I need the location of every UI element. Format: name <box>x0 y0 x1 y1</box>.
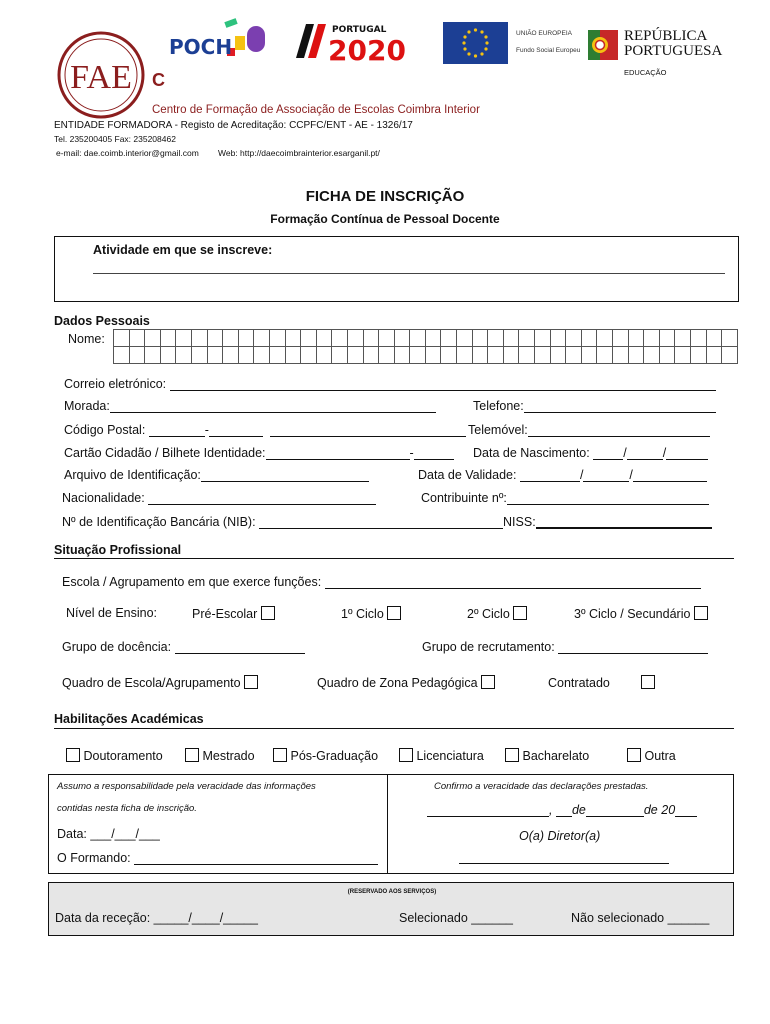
contratado-checkbox[interactable] <box>641 675 655 689</box>
assumo-line2: contidas nesta ficha de inscrição. <box>57 803 197 814</box>
pre-option <box>192 606 275 621</box>
mestrado-label: Mestrado <box>202 749 255 763</box>
quadro-escola-label: Quadro de Escola/Agrupamento <box>62 676 241 690</box>
cartao-check-input[interactable] <box>414 448 454 460</box>
recrutamento-row <box>422 640 708 654</box>
cfae-logo-icon <box>56 30 146 120</box>
diretor-signature[interactable] <box>459 863 669 864</box>
quadro-escola-option <box>62 675 258 690</box>
outra-option <box>627 748 676 763</box>
bacharelato-checkbox[interactable] <box>505 748 519 762</box>
correio-input[interactable] <box>170 379 716 391</box>
web-line: Web: http://daecoimbrainterior.esarganil.pt/ <box>218 148 380 158</box>
nascimento-row: Data de Nascimento: / / <box>473 446 708 460</box>
reservado-box <box>48 882 734 936</box>
svg-text:PORTUGAL: PORTUGAL <box>332 25 387 35</box>
arquivo-label: Arquivo de Identificação: <box>64 468 201 482</box>
correio-label: Correio eletrónico: <box>64 377 167 391</box>
validade-dia[interactable] <box>520 470 580 482</box>
recrutamento-input[interactable] <box>558 642 708 654</box>
mestrado-option <box>185 748 255 763</box>
republica-line3: EDUCAÇÃO <box>624 68 667 77</box>
outra-checkbox[interactable] <box>627 748 641 762</box>
validade-ano[interactable] <box>633 470 707 482</box>
posgraduacao-checkbox[interactable] <box>273 748 287 762</box>
diretor-date-row: , de de 20 <box>427 803 697 817</box>
contratado-option <box>548 675 655 690</box>
telemovel-label: Telemóvel: <box>468 423 528 437</box>
quadro-escola-checkbox[interactable] <box>244 675 258 689</box>
escola-input[interactable] <box>325 577 701 589</box>
posgraduacao-option <box>273 748 378 763</box>
mestrado-checkbox[interactable] <box>185 748 199 762</box>
poch-logo-icon <box>167 18 279 62</box>
ciclo3-label: 3º Ciclo / Secundário <box>574 607 691 621</box>
profissional-rule <box>54 558 734 559</box>
declaracao-data[interactable]: Data: ___/___/___ <box>57 827 160 841</box>
ciclo2-label: 2º Ciclo <box>467 607 510 621</box>
cartao-row: Cartão Cidadão / Bilhete Identidade: - <box>64 446 454 460</box>
diretor-mes-input[interactable] <box>586 805 644 817</box>
page-subtitle: Formação Contínua de Pessoal Docente <box>270 212 500 226</box>
formando-signature[interactable] <box>134 853 378 865</box>
cfae-logo <box>56 30 146 120</box>
morada-row <box>64 399 436 413</box>
org-name: Centro de Formação de Associação de Escolas Coimbra Interior <box>152 104 480 116</box>
declaracao-box <box>48 774 734 874</box>
nascimento-mes[interactable] <box>627 448 663 460</box>
telemovel-row <box>468 423 710 437</box>
diretor-de-2020: de 20 <box>643 803 676 817</box>
contribuinte-label: Contribuinte nº: <box>421 491 507 505</box>
confirmo-text: Confirmo a veracidade das declarações prestadas. <box>434 781 649 792</box>
email-line: e-mail: dae.coimb.interior@gmail.com <box>56 148 199 158</box>
poch-logo <box>167 18 279 62</box>
docencia-input[interactable] <box>175 642 305 654</box>
arquivo-row <box>64 468 369 482</box>
validade-row: Data de Validade: / / <box>418 468 707 482</box>
nacionalidade-label: Nacionalidade: <box>62 491 145 505</box>
escola-label: Escola / Agrupamento em que exerce funções: <box>62 575 322 589</box>
contribuinte-row <box>421 491 709 505</box>
nib-input[interactable] <box>259 517 503 529</box>
quadro-zona-option <box>317 675 495 690</box>
portugal-2020-icon <box>292 18 432 64</box>
cartao-input[interactable] <box>266 448 410 460</box>
svg-text:POCH: POCH <box>169 35 233 59</box>
doutoramento-checkbox[interactable] <box>66 748 80 762</box>
recrutamento-label: Grupo de recrutamento: <box>422 640 555 654</box>
telefone-label: Telefone: <box>473 399 524 413</box>
posgraduacao-label: Pós-Graduação <box>290 749 379 763</box>
republica-line1: REPÚBLICA <box>624 28 708 44</box>
diretor-label: O(a) Diretor(a) <box>519 829 601 843</box>
reservado-label: (RESERVADO AOS SERVIÇOS) <box>347 889 437 895</box>
ciclo1-option <box>341 606 401 621</box>
diretor-ano-input[interactable] <box>675 805 697 817</box>
escola-row <box>62 575 701 589</box>
atividade-label: Atividade em que se inscreve: <box>93 243 273 257</box>
diretor-local-input[interactable] <box>427 805 549 817</box>
page-title: FICHA DE INSCRIÇÃO <box>305 188 465 205</box>
localidade-input[interactable] <box>270 425 466 437</box>
selecionado-field[interactable]: Selecionado ______ <box>399 911 513 925</box>
nacionalidade-row <box>62 491 376 505</box>
doutoramento-option <box>66 748 163 763</box>
bacharelato-option <box>505 748 589 763</box>
morada-input[interactable] <box>110 401 436 413</box>
svg-text:2020: 2020 <box>328 34 406 64</box>
formando-label: O Formando: <box>57 851 131 865</box>
validade-mes[interactable] <box>583 470 629 482</box>
ciclo1-checkbox[interactable] <box>387 606 401 620</box>
eu-flag <box>443 22 508 64</box>
assumo-line1: Assumo a responsabilidade pela veracidade das informações <box>57 781 316 792</box>
phone-line: Tel. 235200405 Fax: 235208462 <box>54 134 176 144</box>
codigo-input-1[interactable] <box>149 425 205 437</box>
nivel-label: Nível de Ensino: <box>66 606 158 620</box>
cartao-label: Cartão Cidadão / Bilhete Identidade: <box>64 446 266 460</box>
nib-row <box>62 515 712 529</box>
nascimento-dia[interactable] <box>593 448 623 460</box>
profissional-heading: Situação Profissional <box>54 543 182 557</box>
morada-label: Morada: <box>64 399 110 413</box>
diretor-de-1: de <box>571 803 586 817</box>
republica-logo <box>586 26 620 64</box>
ciclo1-label: 1º Ciclo <box>341 607 384 621</box>
quadro-zona-checkbox[interactable] <box>481 675 495 689</box>
nao-selecionado-field[interactable]: Não selecionado ______ <box>571 911 710 925</box>
portugal-2020-logo <box>292 18 432 64</box>
nome-label: Nome: <box>68 332 105 346</box>
docencia-row <box>62 640 305 654</box>
nacionalidade-input[interactable] <box>148 493 376 505</box>
licenciatura-label: Licenciatura <box>416 749 484 763</box>
licenciatura-option <box>399 748 484 763</box>
dados-heading: Dados Pessoais <box>54 314 150 328</box>
eu-line1: UNIÃO EUROPEIA <box>516 30 572 37</box>
eu-stars-icon <box>443 22 508 64</box>
pre-label: Pré-Escolar <box>192 607 258 621</box>
nib-label: Nº de Identificação Bancária (NIB): <box>62 515 256 529</box>
rececao-field[interactable]: Data da receção: _____/____/_____ <box>55 911 258 925</box>
codigo-input-2[interactable] <box>209 425 263 437</box>
telemovel-input[interactable] <box>528 425 710 437</box>
niss-label: NISS: <box>503 515 536 529</box>
republica-line2: PORTUGUESA <box>624 43 723 59</box>
codigo-label: Código Postal: <box>64 423 146 437</box>
ciclo2-option <box>467 606 527 621</box>
ciclo3-option <box>574 606 708 621</box>
svg-text:FAE: FAE <box>70 59 132 96</box>
licenciatura-checkbox[interactable] <box>399 748 413 762</box>
doutoramento-label: Doutoramento <box>83 749 163 763</box>
bacharelato-label: Bacharelato <box>522 749 590 763</box>
ciclo3-checkbox[interactable] <box>694 606 708 620</box>
contribuinte-input[interactable] <box>507 493 709 505</box>
atividade-input[interactable] <box>93 273 725 274</box>
quadro-zona-label: Quadro de Zona Pedagógica <box>317 676 478 690</box>
habilitacoes-heading: Habilitações Académicas <box>54 712 204 726</box>
nascimento-ano[interactable] <box>666 448 708 460</box>
pre-checkbox[interactable] <box>261 606 275 620</box>
diretor-dia-input[interactable] <box>556 805 572 817</box>
niss-input[interactable] <box>536 517 712 529</box>
outra-label: Outra <box>644 749 676 763</box>
telefone-input[interactable] <box>524 401 716 413</box>
codigo-row: Código Postal: - <box>64 423 466 437</box>
org-short: C <box>152 70 165 90</box>
correio-row <box>64 377 716 391</box>
eu-line2: Fundo Social Europeu <box>516 47 581 54</box>
republica-shield-icon <box>586 26 620 64</box>
atividade-box <box>54 236 739 302</box>
habilitacoes-rule <box>54 728 734 729</box>
entity-line: ENTIDADE FORMADORA - Registo de Acreditação: CCPFC/ENT - AE - 1326/17 <box>54 120 413 131</box>
docencia-label: Grupo de docência: <box>62 640 172 654</box>
declaracao-divider <box>387 775 388 873</box>
formando-row <box>57 851 378 865</box>
contratado-label: Contratado <box>548 676 610 690</box>
nome-grid[interactable] <box>113 329 738 364</box>
ciclo2-checkbox[interactable] <box>513 606 527 620</box>
telefone-row <box>473 399 716 413</box>
arquivo-input[interactable] <box>201 470 369 482</box>
validade-label: Data de Validade: <box>418 468 517 482</box>
nascimento-label: Data de Nascimento: <box>473 446 590 460</box>
